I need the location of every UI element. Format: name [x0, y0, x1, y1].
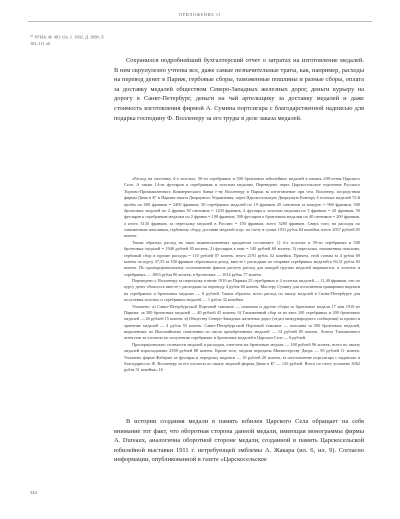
quote-paragraph-1: «Расход на заготовку 4-х золотых, 50-ти серебряных и 500 бронзовых юбилейных медалей в память 200-летия Царского Села. А также 14-ти футляров к серебряным и золотым медалям. Переведено через Царскосельское отделение Русского Торгово-Промышленного Коммерческого банка г-ну Волленеру в Париж за изготовление при сем. Волленер, посредством фирмы Дюко в К° в Париже заказа Дворцового Управления, через Царскосельскую Дворцовую Контору 4 золотых медалей 72-й пробы по 600 франков = 2400 франков, 50 серебряных медалей по 19 франков 20 сантимов за каждую = 960 франков, 500 бронзовых медалей по 2 франка 50 сантимов = 1250 франков, 4 футляра к золотым медалям по 5 франков = 20 франков, 50 футляров к серебряным медалям по 2 франка = 100 франков, 500 футляров к бронзовым медалям по 40 сантимов = 200 франков, а итого 5130 франков, за пересылку медалей в Россию = 150 франков, всего 5280 франков. Сверх того, на расходы по таможенным пошлинам, гербовому сбору, доставке медалей и пр. по счету в сумме 1931 рубль 84 копейки, итого 2057 рублей 05 копеек.: [124, 176, 360, 239]
footnote: [30, 33, 114, 48]
footnote-marker: 16: [30, 34, 33, 38]
running-header: ПРИЛОЖЕНИЕ II: [179, 13, 221, 17]
body-paragraph-3-container: [114, 417, 364, 465]
footnote-text: РГИА. Ф. 481. Оп. 1. 1902. Д. 1980. Л. 103–111 об.: [30, 34, 105, 46]
body-paragraph-1: Сохранился подробнейший бухгалтерский отчет о затратах на изготовление медалей. В нем скрупулезно учтены все, даже самые незначительные траты, как, например, расходы на перевод денег в Париж, гербовые сборы, таможенные пошлины и разные сборы, оплата за доставку медалей обществом Северо-Западных железных дорог, деньги курьеру на дорогу в Санкт-Петербург, деньги на чай артельщику за доставку медалей и даже стоимость изготовления фирмой А. Сумина портсигара с благодарственной надписью для подарка господину Ф. Волленеру за его труды в деле заказа медалей.: [114, 57, 364, 122]
body-paragraph-1-container: [114, 56, 364, 123]
quote-paragraph-3: Переведено г. Волленеру за пересылку в июне 1910 из Парижа 25 серебряных и 4 золотых медалей — 11,40 франков, что по курсу денег обошлось вместе с расходами по переводу 4 рубля 60 копеек. Мастеру Сумину для исполнения гравировки надписи на серебряных и бронзовых медалях — 8 рублей. Таким образом, всего расход по заказу медалей в Санкт-Петербурге для получения золотых и серебряных медалей — 1 рубль 32 копейки.: [124, 278, 360, 303]
quote-paragraph-5: Пропорционально стоимости медалей и расходам, отнесено на бронзовые медали — 168 рублей 96 копеек, всего по заказу медалей израсходовано 2398 рублей 88 копеек. Кроме того, медали переданы Министерству Двора — 85 рублей 11 копеек. Уплачено фирме Фаберже за футляры и переделку надписи — 10 рублей 20 копеек, за изготовление портсигара с надписью в благодарность Ф. Волленеру за его хлопоты по заказу медалей фирмы Дюко в К° — 126 рублей. Всего по счету уплачено 3062 рубля 51 копейка».16: [124, 341, 360, 373]
quotation-block: [124, 176, 360, 374]
quote-paragraph-4: Уплачено: а) Санкт-Петербургской Портовой таможне — пошлина и другие сборы за бронзовые медали 17 мая 1910 из Парижа: за 500 бронзовых медалей — 40 рублей 45 копеек; б) Таможенный сбор за их ввоз 100 серебряных и 200 бронзовых медалей — 26 рублей 15 копеек; в) Обществу Северо-Западных железных дорог (отдел международного сообщения) за провоз и хранение медалей — 4 рубля 55 копеек. Санкт-Петербургской Портовой таможне — пошлина за 500 бронзовых медалей, выделенных по Высочайшему повелению из числа приобретенных медалей — 14 рублей 85 копеек. Агенту Таможенного агентства за хлопоты по получению серебряных и бронзовых медалей в Царском Селе — 6 рублей.: [124, 303, 360, 341]
body-paragraph-3: В истории создания медали в память юбилея Царского Села обращает на себя внимание тот факт, что оборотная сторона данной медали, имеющая монограммы фирмы A. Dureaux, аналогична оборотной стороне медали, созданной в память Царскосельской юбилейной выставки 1911 г. нетребующей эмблемы А. Жакара (ил. 6, ил. 9). Согласно информации, опубликованной в газете «Царскосельское: [114, 418, 364, 464]
quote-paragraph-2: Таким образом, расход на заказ вышеизложенных предметов составляет: 1) 4-х золотых и 50-ти серебряных и 500 бронзовых медалей = 1940 рублей 85 копеек; 2) футляров к ним = 140 рублей 60 копеек; 3) пересылка, таможенная пошлина, гербовый сбор и прочие расходы = 110 рублей 07 копеек, итого 2191 рубль 52 копейки. Причем, этой суммы за 4 рубля 69 копеек по курсу 37,55 за 100 франков образовался доход, вместе с расходами по отправке серебряных медалей в 56,31 рубль 65 копеек. По пропорциональному соотношению фактов расчету расход для каждой группы медалей выражается: в золотых и серебряных — 1003 рубля 86 копеек, в бронзовых — 1014 рубль 77 копеек.: [124, 239, 360, 277]
page-number: 344: [30, 490, 37, 495]
header-rule: [28, 21, 372, 22]
